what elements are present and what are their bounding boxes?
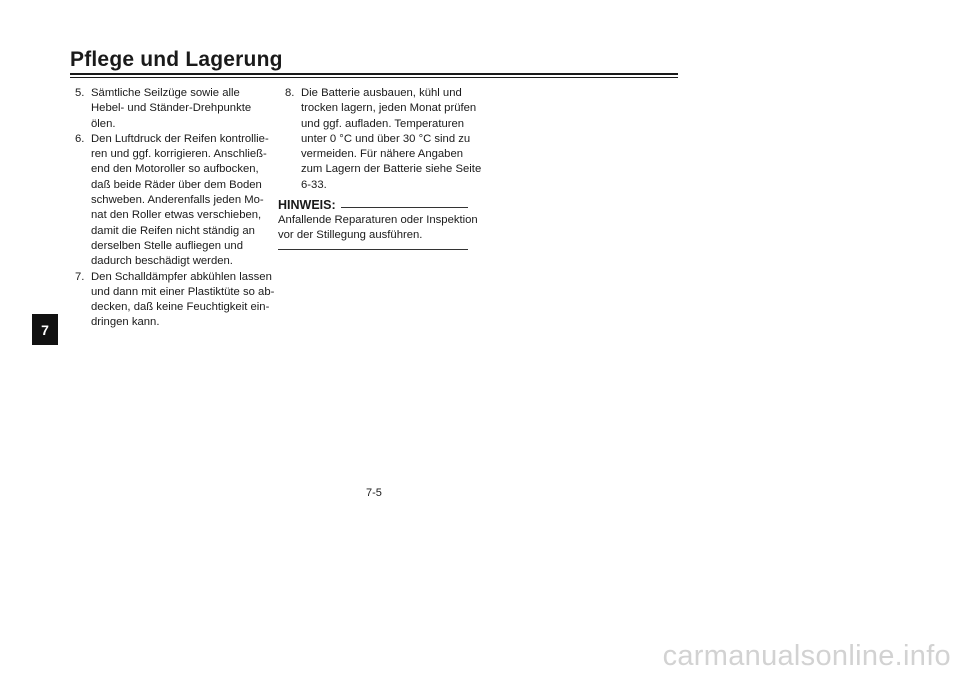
- list-item-line: unter 0 °C und über 30 °C sind zu: [301, 132, 471, 145]
- list-item-line: Sämtliche Seilzüge sowie alle: [91, 87, 240, 99]
- list-item-number: 7.: [75, 270, 85, 283]
- note-box: [278, 197, 478, 250]
- note-header: [278, 197, 468, 213]
- page-title: Pflege und Lagerung: [70, 48, 283, 71]
- right-column: [285, 86, 482, 193]
- list-item-line: vermeiden. Für nähere Angaben: [301, 148, 464, 161]
- list-item-line: Hebel- und Ständer-Drehpunkte: [91, 102, 252, 115]
- list-item-number: 5.: [75, 87, 85, 99]
- note-line: vor der Stillegung ausführen.: [278, 229, 423, 242]
- list-item-line: nat den Roller etwas verschieben,: [91, 209, 262, 222]
- list-item-line: und dann mit einer Plastiktüte so ab-: [91, 285, 275, 298]
- list-item-line: dadurch beschädigt werden.: [91, 255, 233, 268]
- watermark-text: carmanualsonline.info: [662, 640, 951, 672]
- note-bottom-rule: [278, 249, 468, 250]
- list-item-7: [75, 270, 275, 331]
- list-item-line: damit die Reifen nicht ständig an: [91, 224, 255, 237]
- list-item-line: 6-33.: [301, 178, 327, 191]
- list-item-line: dringen kann.: [91, 316, 160, 329]
- list-item-number: 8.: [285, 87, 295, 99]
- list-item-line: decken, daß keine Feuchtigkeit ein-: [91, 301, 270, 314]
- title-rule-thin: [70, 77, 678, 78]
- list-item-5: [75, 86, 275, 132]
- list-item-line: zum Lagern der Batterie siehe Seite: [301, 163, 482, 176]
- list-item-number: 6.: [75, 132, 85, 145]
- list-item-line: Den Luftdruck der Reifen kontrollie-: [91, 132, 269, 145]
- list-item-line: ren und ggf. korrigieren. Anschließ-: [91, 148, 267, 161]
- list-item-line: schweben. Anderenfalls jeden Mo-: [91, 194, 264, 207]
- list-item-line: daß beide Räder über dem Boden: [91, 178, 262, 191]
- list-item-6: [75, 132, 275, 270]
- list-item-line: und ggf. aufladen. Temperaturen: [301, 117, 465, 130]
- note-line: Anfallende Reparaturen oder Inspektion: [278, 214, 478, 226]
- page-number: 7-5: [366, 487, 382, 499]
- title-rule-thick: [70, 73, 678, 75]
- note-label: HINWEIS:: [278, 198, 336, 212]
- note-header-rule: [341, 207, 468, 208]
- chapter-tab: 7: [32, 314, 58, 345]
- list-item-line: end den Motoroller so aufbocken,: [91, 163, 259, 176]
- list-item-8: [285, 86, 482, 193]
- list-item-line: ölen.: [91, 117, 116, 130]
- list-item-line: Den Schalldämpfer abkühlen lassen: [91, 270, 272, 283]
- list-item-line: derselben Stelle aufliegen und: [91, 239, 243, 252]
- list-item-line: Die Batterie ausbauen, kühl und: [301, 87, 462, 99]
- left-column: [75, 86, 275, 331]
- list-item-line: trocken lagern, jeden Monat prüfen: [301, 102, 477, 115]
